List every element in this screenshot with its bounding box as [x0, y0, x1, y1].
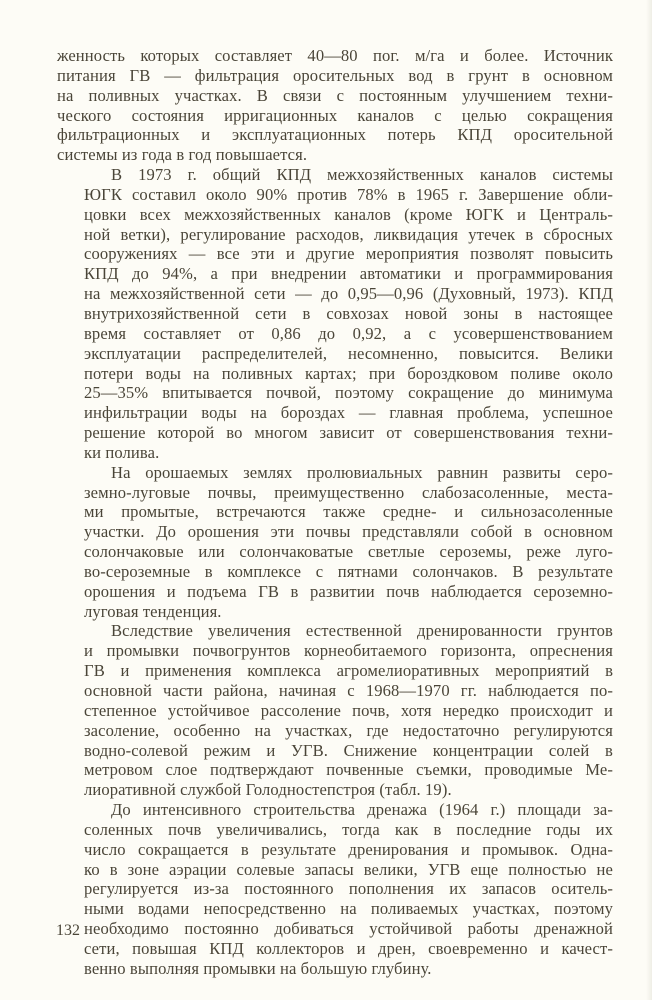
text-line: земно-луговые почвы, преимущественно слабозасоленные, места- — [84, 482, 613, 502]
text-line: водно-солевой режим и УГВ. Снижение концентрации солей в — [84, 740, 613, 760]
text-line: цовки всех межхозяйственных каналов (кроме ЮГК и Централь- — [84, 204, 613, 224]
text-line: питания ГВ — фильтрация оросительных вод в грунт в основном — [57, 65, 613, 85]
text-line: ми промытые, встречаются также средне- и сильнозасоленные — [84, 502, 613, 522]
text-line: на поливных участках. В связи с постоянным улучшением техни- — [57, 85, 613, 105]
text-line: на межхозяйственной сети — до 0,95—0,96 (Духовный, 1973). КПД — [84, 284, 613, 304]
text-line: и промывки почвогрунтов корнеобитаемого горизонта, опреснения — [84, 641, 613, 661]
paragraph-3 — [57, 463, 613, 622]
text-line: засоление, особенно на участках, где недостаточно регулируются — [84, 720, 613, 740]
text-line: лиоративной службой Голодностепстроя (табл. 19). — [84, 780, 452, 800]
text-line: ческого состояния ирригационных каналов с целью сокращения — [57, 105, 613, 125]
text-line: метровом слое подтверждают почвенные съемки, проводимые Ме- — [84, 760, 613, 780]
text-line: время составляет от 0,86 до 0,92, а с усовершенствованием — [84, 323, 613, 343]
paragraph-1 — [57, 46, 613, 165]
page-body — [57, 46, 613, 979]
text-line: системы из года в год повышается. — [57, 145, 308, 165]
text-line: степенное устойчивое рассоление почв, хотя нередко происходит и — [84, 700, 613, 720]
text-line: участки. До орошения эти почвы представляли собой в основном — [84, 522, 613, 542]
text-line: ГВ и применения комплекса агромелиоративных мероприятий в — [84, 661, 613, 681]
text-line: сети, повышая КПД коллекторов и дрен, своевременно и качест- — [84, 938, 613, 958]
text-line: инфильтрации воды на бороздах — главная проблема, успешное — [84, 403, 613, 423]
text-line: орошения и подъема ГВ в развитии почв наблюдается сероземно- — [84, 581, 613, 601]
text-line: ной ветки), регулирование расходов, ликвидация утечек в сбросных — [84, 224, 613, 244]
text-line: ко в зоне аэрации солевые запасы велики, УГВ еще полностью не — [84, 859, 613, 879]
text-line: регулируется из-за постоянного пополнения их запасов оситель- — [84, 879, 613, 899]
text-line: ЮГК составил около 90% против 78% в 1965 г. Завершение обли- — [84, 184, 613, 204]
text-line: солончаковые или солончаковатые светлые сероземы, реже луго- — [84, 542, 613, 562]
text-line: фильтрационных и эксплуатационных потерь КПД оросительной — [57, 125, 613, 145]
text-line: 25—35% впитывается почвой, поэтому сокращение до минимума — [84, 383, 613, 403]
text-line: Вследствие увеличения естественной дренированности грунтов — [111, 621, 613, 641]
text-line: эксплуатации распределителей, несомненно, повысится. Велики — [84, 343, 613, 363]
text-line: потери воды на поливных картах; при бороздковом поливе около — [84, 363, 613, 383]
text-line: В 1973 г. общий КПД межхозяйственных каналов системы — [111, 165, 613, 185]
page-number: 132 — [56, 922, 80, 939]
text-line: луговая тенденция. — [84, 601, 222, 621]
text-line: соленных почв увеличивались, тогда как в последние годы их — [84, 819, 613, 839]
text-line: венно выполняя промывки на большую глубину. — [84, 958, 432, 978]
paragraph-2 — [57, 165, 613, 463]
text-line: На орошаемых землях пролювиальных равнин развиты серо- — [111, 462, 613, 482]
text-line: женность которых составляет 40—80 пог. м/га и более. Источник — [57, 46, 613, 65]
text-line: До интенсивного строительства дренажа (1964 г.) площади за- — [111, 800, 613, 820]
page-edge-shadow — [646, 0, 652, 1000]
paragraph-4 — [57, 621, 613, 800]
text-line: число сокращается в результате дренирования и промывок. Одна- — [84, 839, 613, 859]
text-line: решение которой во многом зависит от совершенствования техни- — [84, 423, 613, 443]
text-line: основной части района, начиная с 1968—1970 гг. наблюдается по- — [84, 681, 613, 700]
text-line: сооружениях — все эти и другие мероприятия позволят повысить — [84, 244, 613, 264]
text-line: КПД до 94%, а при внедрении автоматики и программирования — [84, 264, 613, 284]
paragraph-5 — [57, 800, 613, 979]
text-line: ки полива. — [84, 442, 160, 462]
text-line: во-сероземные в комплексе с пятнами солончаков. В результате — [84, 561, 613, 581]
text-line: необходимо постоянно добиваться устойчивой работы дренажной — [84, 919, 613, 939]
text-line: ными водами непосредственно на поливаемых участках, поэтому — [84, 899, 613, 919]
text-line: внутрихозяйственной сети в совхозах новой зоны в настоящее — [84, 303, 613, 323]
